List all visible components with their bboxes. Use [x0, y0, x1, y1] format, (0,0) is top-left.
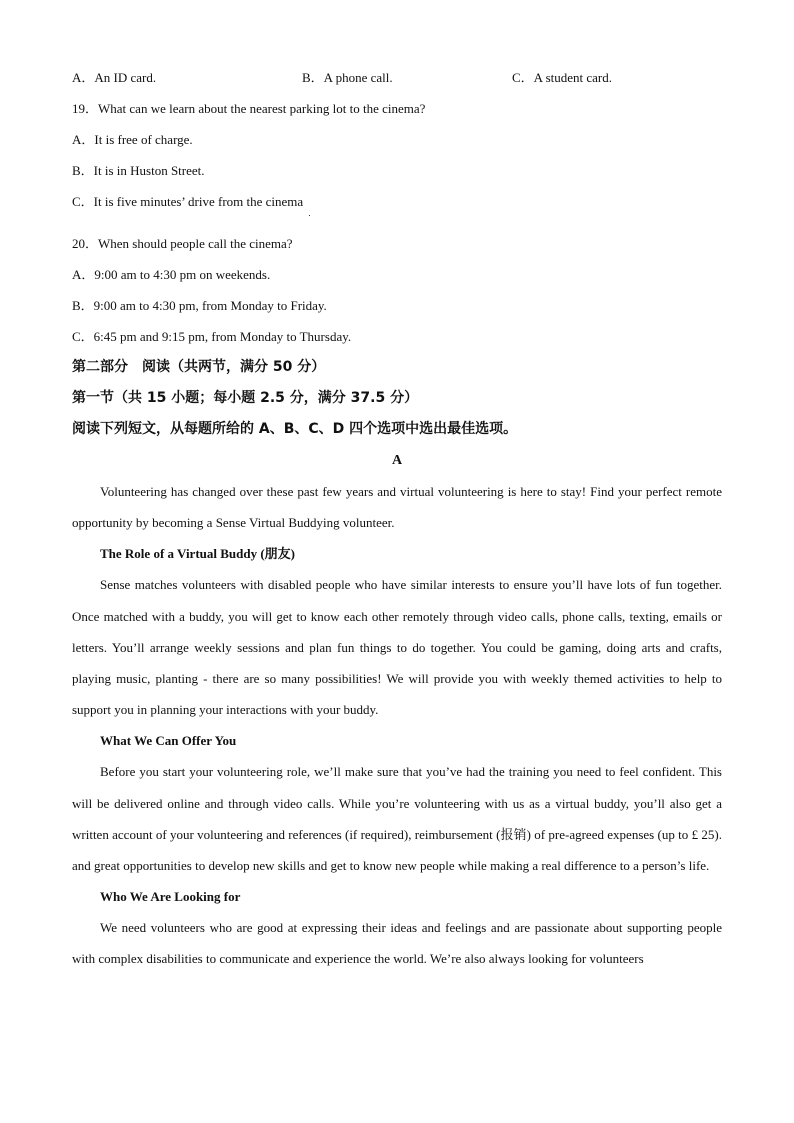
q18-options	[72, 62, 722, 93]
q19-option-c	[72, 186, 722, 217]
passage-intro: Volunteering has changed over these past few years and virtual volunteering is here to stay! Find your perfect remote opportunity by becoming a Sense Virtual Buddying volunteer.	[72, 484, 722, 531]
passage-label: A	[391, 453, 403, 468]
q19-question: 19．What can we learn about the nearest parking lot to the cinema?	[72, 101, 426, 116]
part-title: 第二部分 阅读（共两节，满分 50 分）	[72, 359, 326, 375]
document-page	[72, 62, 722, 975]
q19-option-a: A．It is free of charge.	[72, 132, 193, 147]
q18-option-c: C．A student card.	[512, 70, 613, 85]
paragraph-virtual-buddy: Sense matches volunteers with disabled people who have similar interests to ensure you’ll have lots of fun together. Once matched with a buddy, you will get to know each other remotely through video calls, phone calls, texting, emails or letters. You’ll arrange weekly sessions and plan fun things to do together. You could be gaming, doing arts and crafts, playing music, planting - there are so many possibilities! We will provide you with weekly themed activities to help to support you in planning your interactions with your buddy.	[72, 577, 722, 718]
stray-dot	[309, 215, 310, 216]
paragraph-who-we-look-for: We need volunteers who are good at expressing their ideas and feelings and are passionate about supporting people with complex disabilities to communicate and experience the world. We’re also always looking for volunteers	[72, 920, 722, 967]
q19-option-c-text: C．It is five minutes’ drive from the cinema	[72, 194, 304, 209]
q18-option-a: A．An ID card.	[72, 70, 157, 85]
instruction: 阅读下列短文，从每题所给的 A、B、C、D 四个选项中选出最佳选项。	[72, 421, 518, 437]
paragraph-what-we-offer: Before you start your volunteering role, we’ll make sure that you’ve had the training you need to feel confident. This will be delivered online and through video calls. While you’re volunteering with us as a virtual buddy, you’ll also get a written account of your volunteering and references (if required), reimbursement (报销) of pre-agreed expenses (up to £ 25). and great opportunities to develop new skills and get to know new people while making a real difference to a person’s life.	[72, 764, 722, 874]
q20-option-a: A．9:00 am to 4:30 pm on weekends.	[72, 267, 271, 282]
heading-what-we-offer: What We Can Offer You	[100, 733, 237, 749]
subsection-title: 第一节（共 15 小题；每小题 2.5 分，满分 37.5 分）	[72, 390, 419, 406]
heading-virtual-buddy: The Role of a Virtual Buddy (朋友)	[100, 546, 296, 562]
q19-option-b: B．It is in Huston Street.	[72, 163, 205, 178]
heading-who-we-look-for: Who We Are Looking for	[100, 889, 241, 905]
q20-option-c: C．6:45 pm and 9:15 pm, from Monday to Thursday.	[72, 329, 352, 344]
q20-question: 20．When should people call the cinema?	[72, 236, 293, 251]
q18-option-b: B．A phone call.	[302, 70, 393, 85]
q20-option-b: B．9:00 am to 4:30 pm, from Monday to Friday.	[72, 298, 327, 313]
